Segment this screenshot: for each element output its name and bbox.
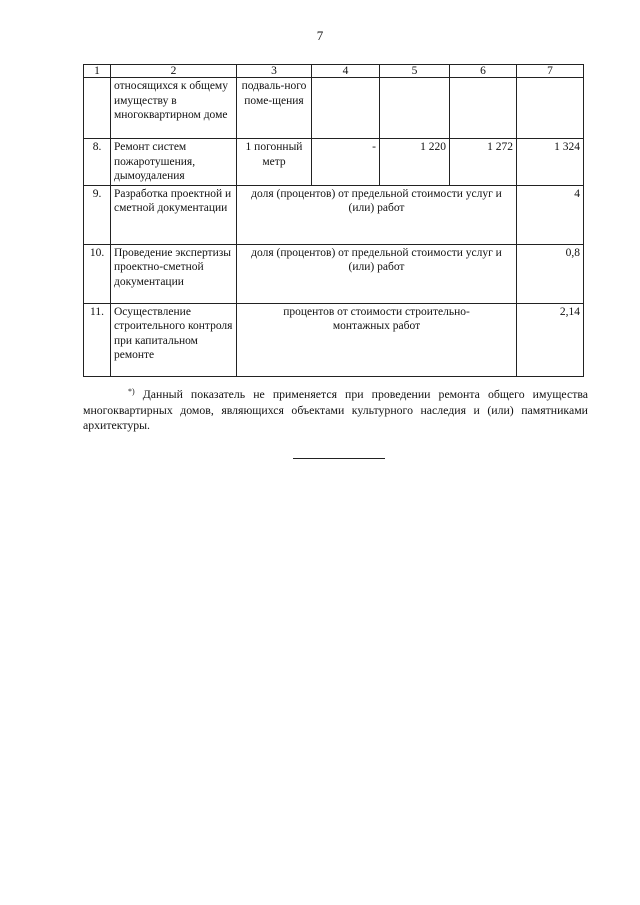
merged-unit-cell: доля (процентов) от предельной стоимости услуг и (или) работ bbox=[237, 244, 517, 303]
row-number: 9. bbox=[84, 185, 111, 244]
merged-unit-cell: процентов от стоимости строительно-монтажных работ bbox=[237, 303, 517, 376]
row-number bbox=[84, 78, 111, 139]
header-cell: 2 bbox=[111, 65, 237, 78]
value-cell bbox=[517, 78, 584, 139]
value-cell: 1 220 bbox=[380, 139, 450, 186]
table-row bbox=[84, 185, 584, 244]
separator-line bbox=[293, 458, 385, 459]
header-cell: 6 bbox=[450, 65, 517, 78]
table-row bbox=[84, 303, 584, 376]
table-row bbox=[84, 244, 584, 303]
table-row bbox=[84, 78, 584, 139]
work-name: Осуществление строительного контроля при капитальном ремонте bbox=[111, 303, 237, 376]
value-cell: - bbox=[312, 139, 380, 186]
header-cell: 1 bbox=[84, 65, 111, 78]
work-name: Ремонт систем пожаротушения, дымоудаления bbox=[111, 139, 237, 186]
merged-unit-cell: доля (процентов) от предельной стоимости услуг и (или) работ bbox=[237, 185, 517, 244]
unit-cell: подваль-ного поме-щения bbox=[237, 78, 312, 139]
work-name: Проведение экспертизы проектно-сметной документации bbox=[111, 244, 237, 303]
cost-table bbox=[83, 64, 584, 377]
footnote bbox=[83, 384, 588, 434]
table-header-row bbox=[84, 65, 584, 78]
header-cell: 3 bbox=[237, 65, 312, 78]
value-cell: 2,14 bbox=[517, 303, 584, 376]
header-cell: 7 bbox=[517, 65, 584, 78]
value-cell: 4 bbox=[517, 185, 584, 244]
header-cell: 4 bbox=[312, 65, 380, 78]
unit-cell: 1 погонный метр bbox=[237, 139, 312, 186]
value-cell bbox=[380, 78, 450, 139]
value-cell bbox=[312, 78, 380, 139]
work-name: Разработка проектной и сметной документации bbox=[111, 185, 237, 244]
page-number: 7 bbox=[316, 28, 324, 43]
value-cell bbox=[450, 78, 517, 139]
footnote-text: Данный показатель не применяется при проведении ремонта общего имущества многоквартирных домов, являющихся объектами культурного наследия и (или) памятниками архитектуры. bbox=[83, 387, 588, 432]
value-cell: 1 272 bbox=[450, 139, 517, 186]
row-number: 11. bbox=[84, 303, 111, 376]
value-cell: 0,8 bbox=[517, 244, 584, 303]
value-cell: 1 324 bbox=[517, 139, 584, 186]
table-row bbox=[84, 139, 584, 186]
footnote-marker: *) bbox=[128, 387, 135, 396]
header-cell: 5 bbox=[380, 65, 450, 78]
row-number: 8. bbox=[84, 139, 111, 186]
work-name: относящихся к общему имуществу в многоквартирном доме bbox=[111, 78, 237, 139]
row-number: 10. bbox=[84, 244, 111, 303]
